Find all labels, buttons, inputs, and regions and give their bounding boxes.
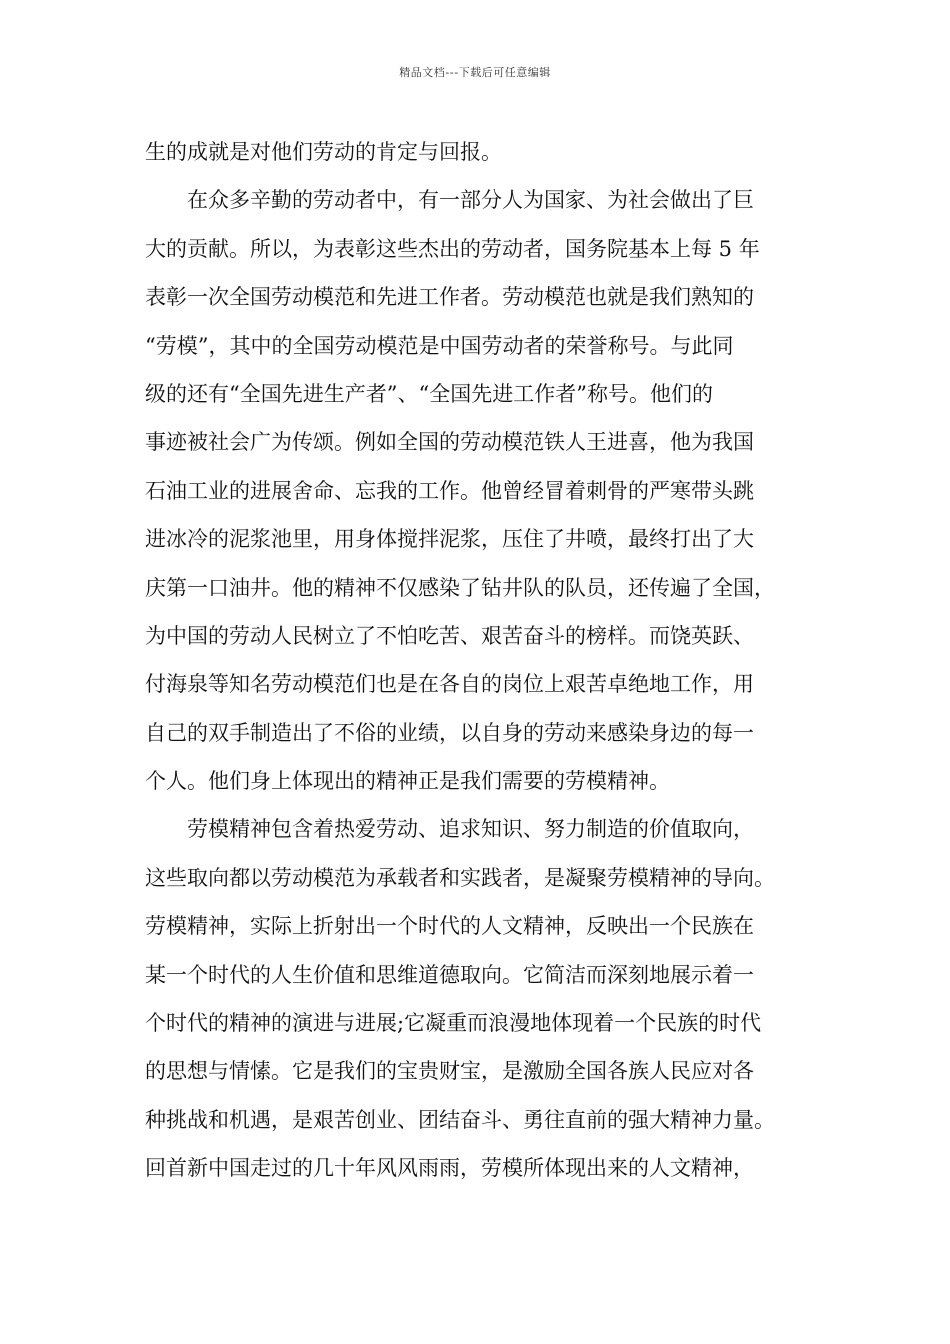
paragraph-line: 劳模精神包含着热爱劳动、追求知识、努力制造的价值取向， [187, 817, 754, 842]
paragraph-line: 进冰冷的泥浆池里，用身体搅拌泥浆，压住了井喷，最终打出了大 [145, 527, 754, 552]
paragraph-line: 自己的双手制造出了不俗的业绩，以自身的劳动来感染身边的每一 [145, 720, 754, 745]
paragraph-line: 某一个时代的人生价值和思维道德取向。它简洁而深刻地展示着一 [145, 962, 754, 987]
paragraph-line: 这些取向都以劳动模范为承载者和实践者，是凝聚劳模精神的导向。 [145, 865, 775, 890]
paragraph-line: 劳模精神，实际上折射出一个时代的人文精神，反映出一个民族在 [145, 914, 754, 939]
paragraph-line: 为中国的劳动人民树立了不怕吃苦、艰苦奋斗的榜样。而饶英跃、 [145, 623, 754, 648]
paragraph-line: 表彰一次全国劳动模范和先进工作者。劳动模范也就是我们熟知的 [145, 285, 754, 310]
paragraph-line: 回首新中国走过的几十年风风雨雨，劳模所体现出来的人文精神， [145, 1156, 754, 1181]
paragraph-line: 级的还有“全国先进生产者”、“全国先进工作者”称号。他们的 [145, 381, 713, 406]
paragraph-line: 石油工业的进展舍命、忘我的工作。他曾经冒着刺骨的严寒带头跳 [145, 478, 754, 503]
paragraph-line: 庆第一口油井。他的精神不仅感染了钻井队的队员，还传遍了全国， [145, 575, 775, 600]
paragraph-line: 事迹被社会广为传颂。例如全国的劳动模范铁人王进喜，他为我国 [145, 430, 754, 455]
paragraph-line: 种挑战和机遇，是艰苦创业、团结奋斗、勇往直前的强大精神力量。 [145, 1107, 775, 1132]
paragraph-line: “劳模”，其中的全国劳动模范是中国劳动者的荣誉称号。与此同 [145, 333, 734, 358]
paragraph-line: 个人。他们身上体现出的精神正是我们需要的劳模精神。 [145, 769, 670, 794]
paragraph-line: 在众多辛勤的劳动者中，有一部分人为国家、为社会做出了巨 [187, 188, 754, 213]
paragraph-line: 付海泉等知名劳动模范们也是在各自的岗位上艰苦卓绝地工作，用 [145, 672, 754, 697]
paragraph-line: 大的贡献。所以，为表彰这些杰出的劳动者，国务院基本上每 5 年 [145, 236, 760, 261]
paragraph-line: 的思想与情愫。它是我们的宝贵财宝，是激励全国各族人民应对各 [145, 1059, 754, 1084]
document-body [145, 128, 825, 1193]
page-header: 精品文档---下载后可任意编辑 [399, 66, 551, 79]
paragraph-line: 个时代的精神的演进与进展;它凝重而浪漫地体现着一个民族的时代 [145, 1011, 762, 1036]
paragraph-line: 生的成就是对他们劳动的肯定与回报。 [145, 140, 502, 164]
